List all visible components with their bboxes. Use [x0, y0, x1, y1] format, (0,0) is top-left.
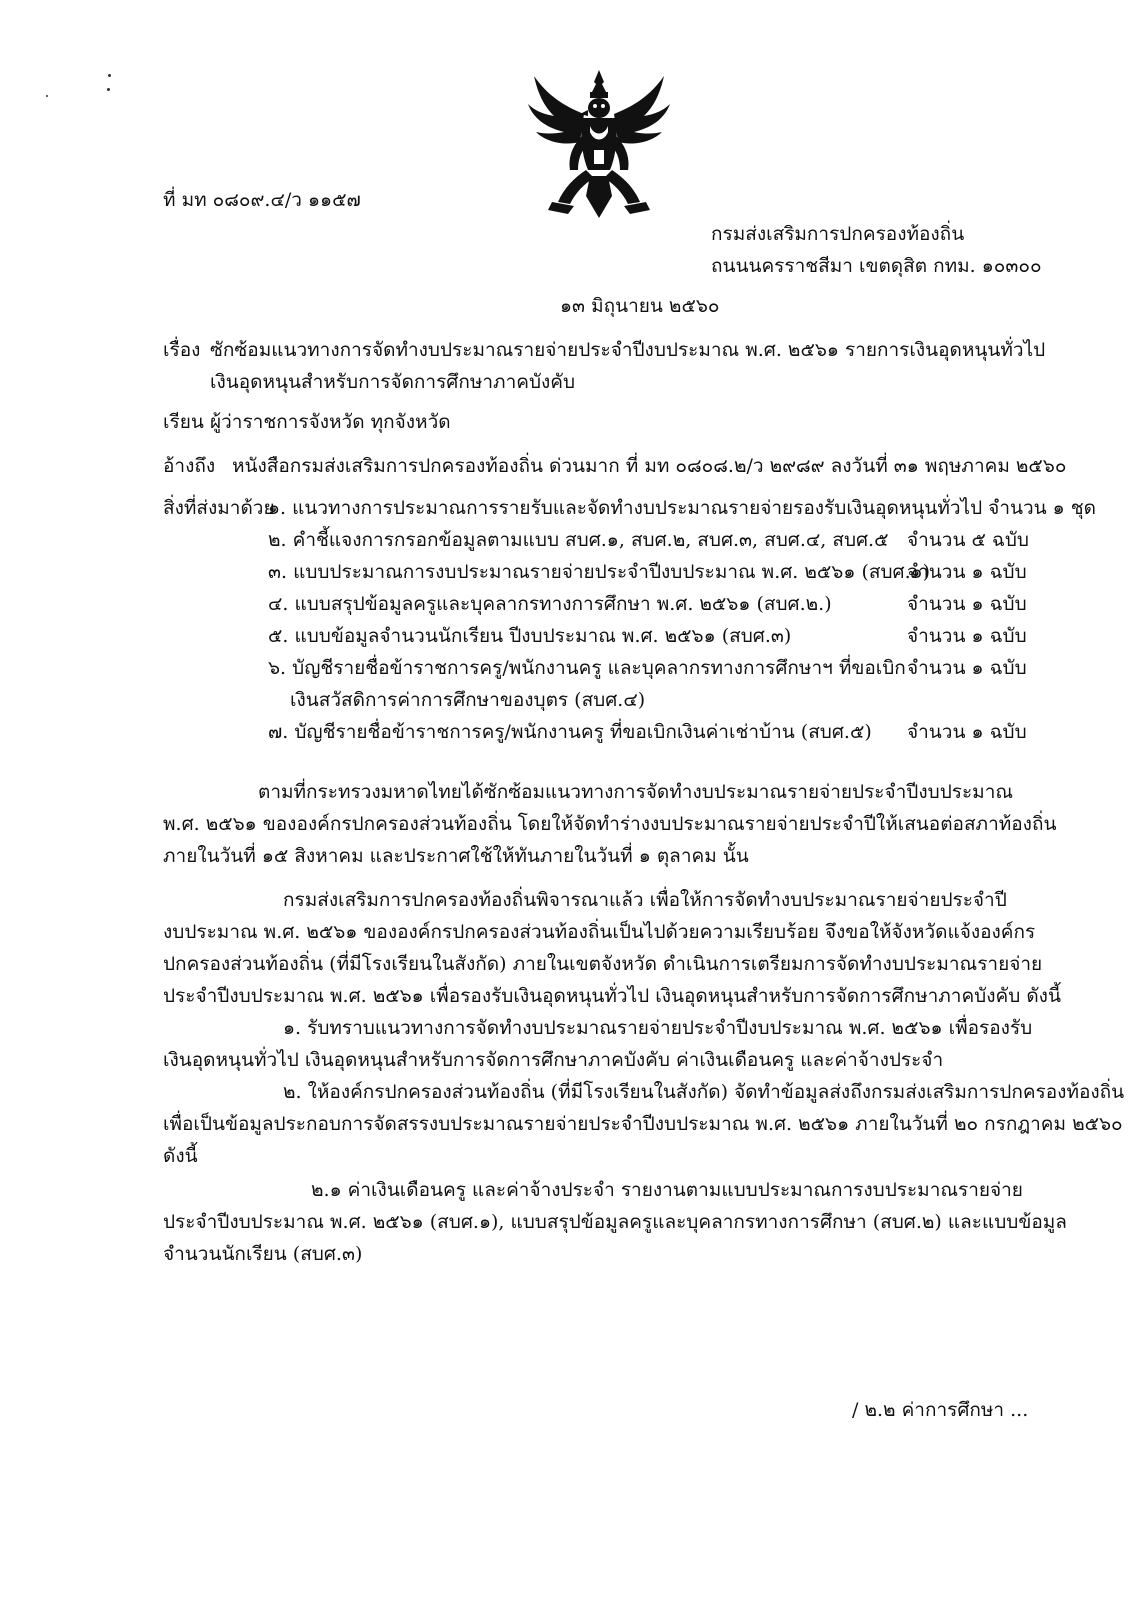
paragraph-line: ประจำปีงบประมาณ พ.ศ. ๒๕๖๑ เพื่อรองรับเงินอุดหนุนทั่วไป เงินอุดหนุนสำหรับการจัดการศึกษาภาคบังคับ ดังนี้: [163, 985, 1061, 1007]
subject-line: เงินอุดหนุนสำหรับการจัดการศึกษาภาคบังคับ: [210, 371, 576, 393]
reference-label: อ้างถึง: [163, 455, 216, 477]
scan-speck: [108, 74, 111, 77]
scan-speck: [46, 95, 48, 97]
attachment-item: ๒. คำชี้แจงการกรอกข้อมูลตามแบบ สบศ.๑, สบศ.๒, สบศ.๓, สบศ.๔, สบศ.๕: [268, 529, 889, 551]
attachment-item: ๓. แบบประมาณการงบประมาณรายจ่ายประจำปีงบประมาณ พ.ศ. ๒๕๖๑ (สบศ.๑): [268, 561, 931, 583]
attachment-quantity: จำนวน ๑ ฉบับ: [907, 657, 1027, 679]
attachment-item: ๕. แบบข้อมูลจำนวนนักเรียน ปีงบประมาณ พ.ศ. ๒๕๖๑ (สบศ.๓): [268, 625, 792, 647]
paragraph-line: ประจำปีงบประมาณ พ.ศ. ๒๕๖๑ (สบศ.๑), แบบสรุปข้อมูลครูและบุคลากรทางการศึกษา (สบศ.๒) และแบบข้อมูล: [163, 1211, 1067, 1233]
subject-line: ซักซ้อมแนวทางการจัดทำงบประมาณรายจ่ายประจำปีงบประมาณ พ.ศ. ๒๕๖๑ รายการเงินอุดหนุนทั่วไป: [210, 339, 1046, 361]
paragraph-line: เงินอุดหนุนทั่วไป เงินอุดหนุนสำหรับการจัดการศึกษาภาคบังคับ ค่าเงินเดือนครู และค่าจ้างประจำ: [163, 1049, 944, 1071]
scan-speck: [107, 88, 110, 91]
paragraph-line: ๑. รับทราบแนวทางการจัดทำงบประมาณรายจ่ายประจำปีงบประมาณ พ.ศ. ๒๕๖๑ เพื่อรองรับ: [283, 1017, 1033, 1039]
reference-text: หนังสือกรมส่งเสริมการปกครองท้องถิ่น ด่วนมาก ที่ มท ๐๘๐๘.๒/ว ๒๙๘๙ ลงวันที่ ๓๑ พฤษภาคม ๒๕๖๐: [232, 455, 1067, 477]
paragraph-line: เพื่อเป็นข้อมูลประกอบการจัดสรรงบประมาณรายจ่ายประจำปีงบประมาณ พ.ศ. ๒๕๖๑ ภายในวันที่ ๒๐ กรกฎาคม ๒๕๖๐: [163, 1113, 1123, 1135]
body-paragraph: [163, 1076, 1125, 1172]
subject-label: เรื่อง: [163, 339, 201, 361]
body-paragraph: [163, 884, 1061, 1012]
attachment-item: ๗. บัญชีรายชื่อข้าราชการครู/พนักงานครู ที่ขอเบิกเงินค่าเช่าบ้าน (สบศ.๕): [268, 721, 872, 743]
paragraph-line: ภายในวันที่ ๑๕ สิงหาคม และประกาศใช้ให้ทันภายในวันที่ ๑ ตุลาคม นั้น: [163, 845, 749, 867]
paragraph-line: ตามที่กระทรวงมหาดไทยได้ซักซ้อมแนวทางการจัดทำงบประมาณรายจ่ายประจำปีงบประมาณ: [258, 781, 1013, 803]
paragraph-line: งบประมาณ พ.ศ. ๒๕๖๑ ขององค์กรปกครองส่วนท้องถิ่นเป็นไปด้วยความเรียบร้อย จึงขอให้จังหวัดแจ้งองค์กร: [163, 921, 1036, 943]
letter-date: ๑๓ มิถุนายน ๒๕๖๐: [560, 295, 720, 317]
attachment-item-continued: เงินสวัสดิการค่าการศึกษาของบุตร (สบศ.๔): [290, 689, 646, 711]
paragraph-line: จำนวนนักเรียน (สบศ.๓): [163, 1243, 363, 1265]
body-paragraph: [163, 776, 1057, 872]
page-continuation: / ๒.๒ ค่าการศึกษา ...: [852, 1399, 1029, 1421]
sender-address: ถนนนครราชสีมา เขตดุสิต กทม. ๑๐๓๐๐: [711, 255, 1042, 277]
attachment-item: ๑. แนวทางการประมาณการรายรับและจัดทำงบประมาณรายจ่ายรองรับเงินอุดหนุนทั่วไป จำนวน ๑ ชุด: [268, 497, 1097, 519]
paragraph-line: ดังนี้: [163, 1145, 198, 1167]
paragraph-line: ๒.๑ ค่าเงินเดือนครู และค่าจ้างประจำ รายงานตามแบบประมาณการงบประมาณรายจ่าย: [311, 1179, 1023, 1201]
attachments-label: สิ่งที่ส่งมาด้วย: [163, 497, 275, 519]
paragraph-line: ๒. ให้องค์กรปกครองส่วนท้องถิ่น (ที่มีโรงเรียนในสังกัด) จัดทำข้อมูลส่งถึงกรมส่งเสริมการปกครองท้องถิ่น: [283, 1081, 1125, 1103]
recipient-text: ผู้ว่าราชการจังหวัด ทุกจังหวัด: [210, 411, 451, 433]
attachment-item: ๖. บัญชีรายชื่อข้าราชการครู/พนักงานครู และบุคลากรทางการศึกษาฯ ที่ขอเบิก: [268, 657, 906, 679]
body-paragraph: [163, 1174, 1067, 1270]
paragraph-line: พ.ศ. ๒๕๖๑ ขององค์กรปกครองส่วนท้องถิ่น โดยให้จัดทำร่างงบประมาณรายจ่ายประจำปีให้เสนอต่อสภาท้องถิ่น: [163, 813, 1057, 835]
attachment-quantity: จำนวน ๑ ฉบับ: [907, 721, 1027, 743]
attachment-quantity: จำนวน ๑ ฉบับ: [907, 561, 1027, 583]
attachment-quantity: จำนวน ๕ ฉบับ: [907, 529, 1029, 551]
attachment-quantity: จำนวน ๑ ฉบับ: [907, 593, 1027, 615]
garuda-emblem-icon: [524, 66, 674, 224]
paragraph-line: กรมส่งเสริมการปกครองท้องถิ่นพิจารณาแล้ว เพื่อให้การจัดทำงบประมาณรายจ่ายประจำปี: [283, 889, 1007, 911]
attachment-quantity: จำนวน ๑ ฉบับ: [907, 625, 1027, 647]
body-paragraph: [163, 1012, 1033, 1076]
sender-organization: กรมส่งเสริมการปกครองท้องถิ่น: [711, 223, 965, 245]
reference-number: ที่ มท ๐๘๐๙.๔/ว ๑๑๕๗: [163, 189, 361, 211]
attachment-item: ๔. แบบสรุปข้อมูลครูและบุคลากรทางการศึกษา พ.ศ. ๒๕๖๑ (สบศ.๒.): [268, 593, 832, 615]
recipient-label: เรียน: [163, 411, 204, 433]
paragraph-line: ปกครองส่วนท้องถิ่น (ที่มีโรงเรียนในสังกัด) ภายในเขตจังหวัด ดำเนินการเตรียมการจัดทำงบประมาณรายจ่าย: [163, 953, 1043, 975]
